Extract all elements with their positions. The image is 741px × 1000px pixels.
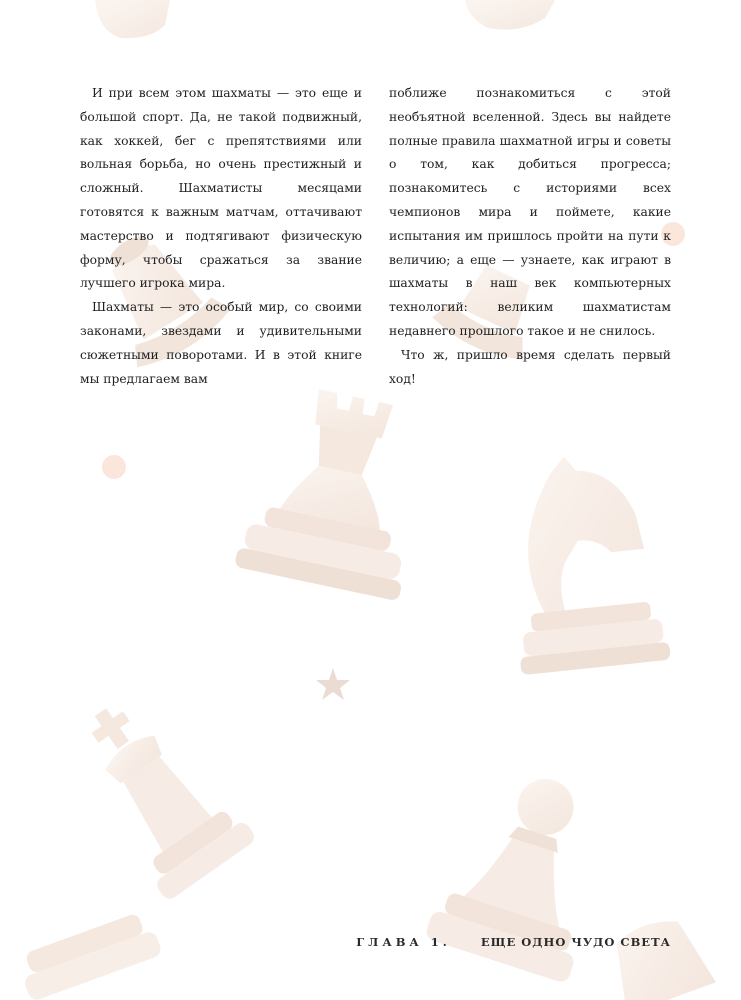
pawn-icon	[95, 0, 170, 38]
paragraph: Что ж, пришло время сделать первый ход!	[389, 347, 671, 386]
chapter-title: ЕЩЕ ОДНО ЧУДО СВЕТА	[480, 935, 671, 949]
pawn-icon	[424, 757, 625, 984]
running-footer	[356, 935, 671, 949]
king-icon	[56, 680, 257, 902]
paragraph: поближе познакомиться с этой необъятной вселенной. Здесь вы найдете полные правила шахматной игры и советы о том, как добиться прогресса; познакомитесь с историями всех чемпионов мира и поймете, какие испытания им пришлось пройти на пути к величию; а еще — узнаете, как играют в шахматы в наш век компьютерных технологий: великим шахматистам недавнего прошлого такое и не снилось.	[389, 86, 671, 338]
paragraph: Шахматы — это особый мир, со своими законами, звездами и удивительными сюжетными поворотами. И в этой книге мы предлагаем вам	[80, 300, 362, 386]
bishop-icon	[465, 0, 555, 30]
left-text-column	[80, 82, 362, 391]
star-icon	[316, 668, 350, 700]
knight-icon	[499, 448, 670, 676]
paragraph: И при всем этом шахматы — это еще и большой спорт. Да, не такой подвижный, как хоккей, бег с препятствиями или вольная борьба, но очень престижный и сложный. Шахматисты месяцами готовятся к важным матчам, оттачивают мастерство и подтягивают физическую форму, чтобы сражаться за звание лучшего игрока мира.	[80, 86, 362, 291]
chapter-number: ГЛАВА 1.	[356, 935, 451, 949]
accent-dot	[102, 455, 126, 479]
bishop-icon	[600, 909, 716, 1000]
rook-icon	[234, 380, 438, 602]
pawn-icon	[15, 909, 163, 1000]
right-text-column	[389, 82, 671, 391]
